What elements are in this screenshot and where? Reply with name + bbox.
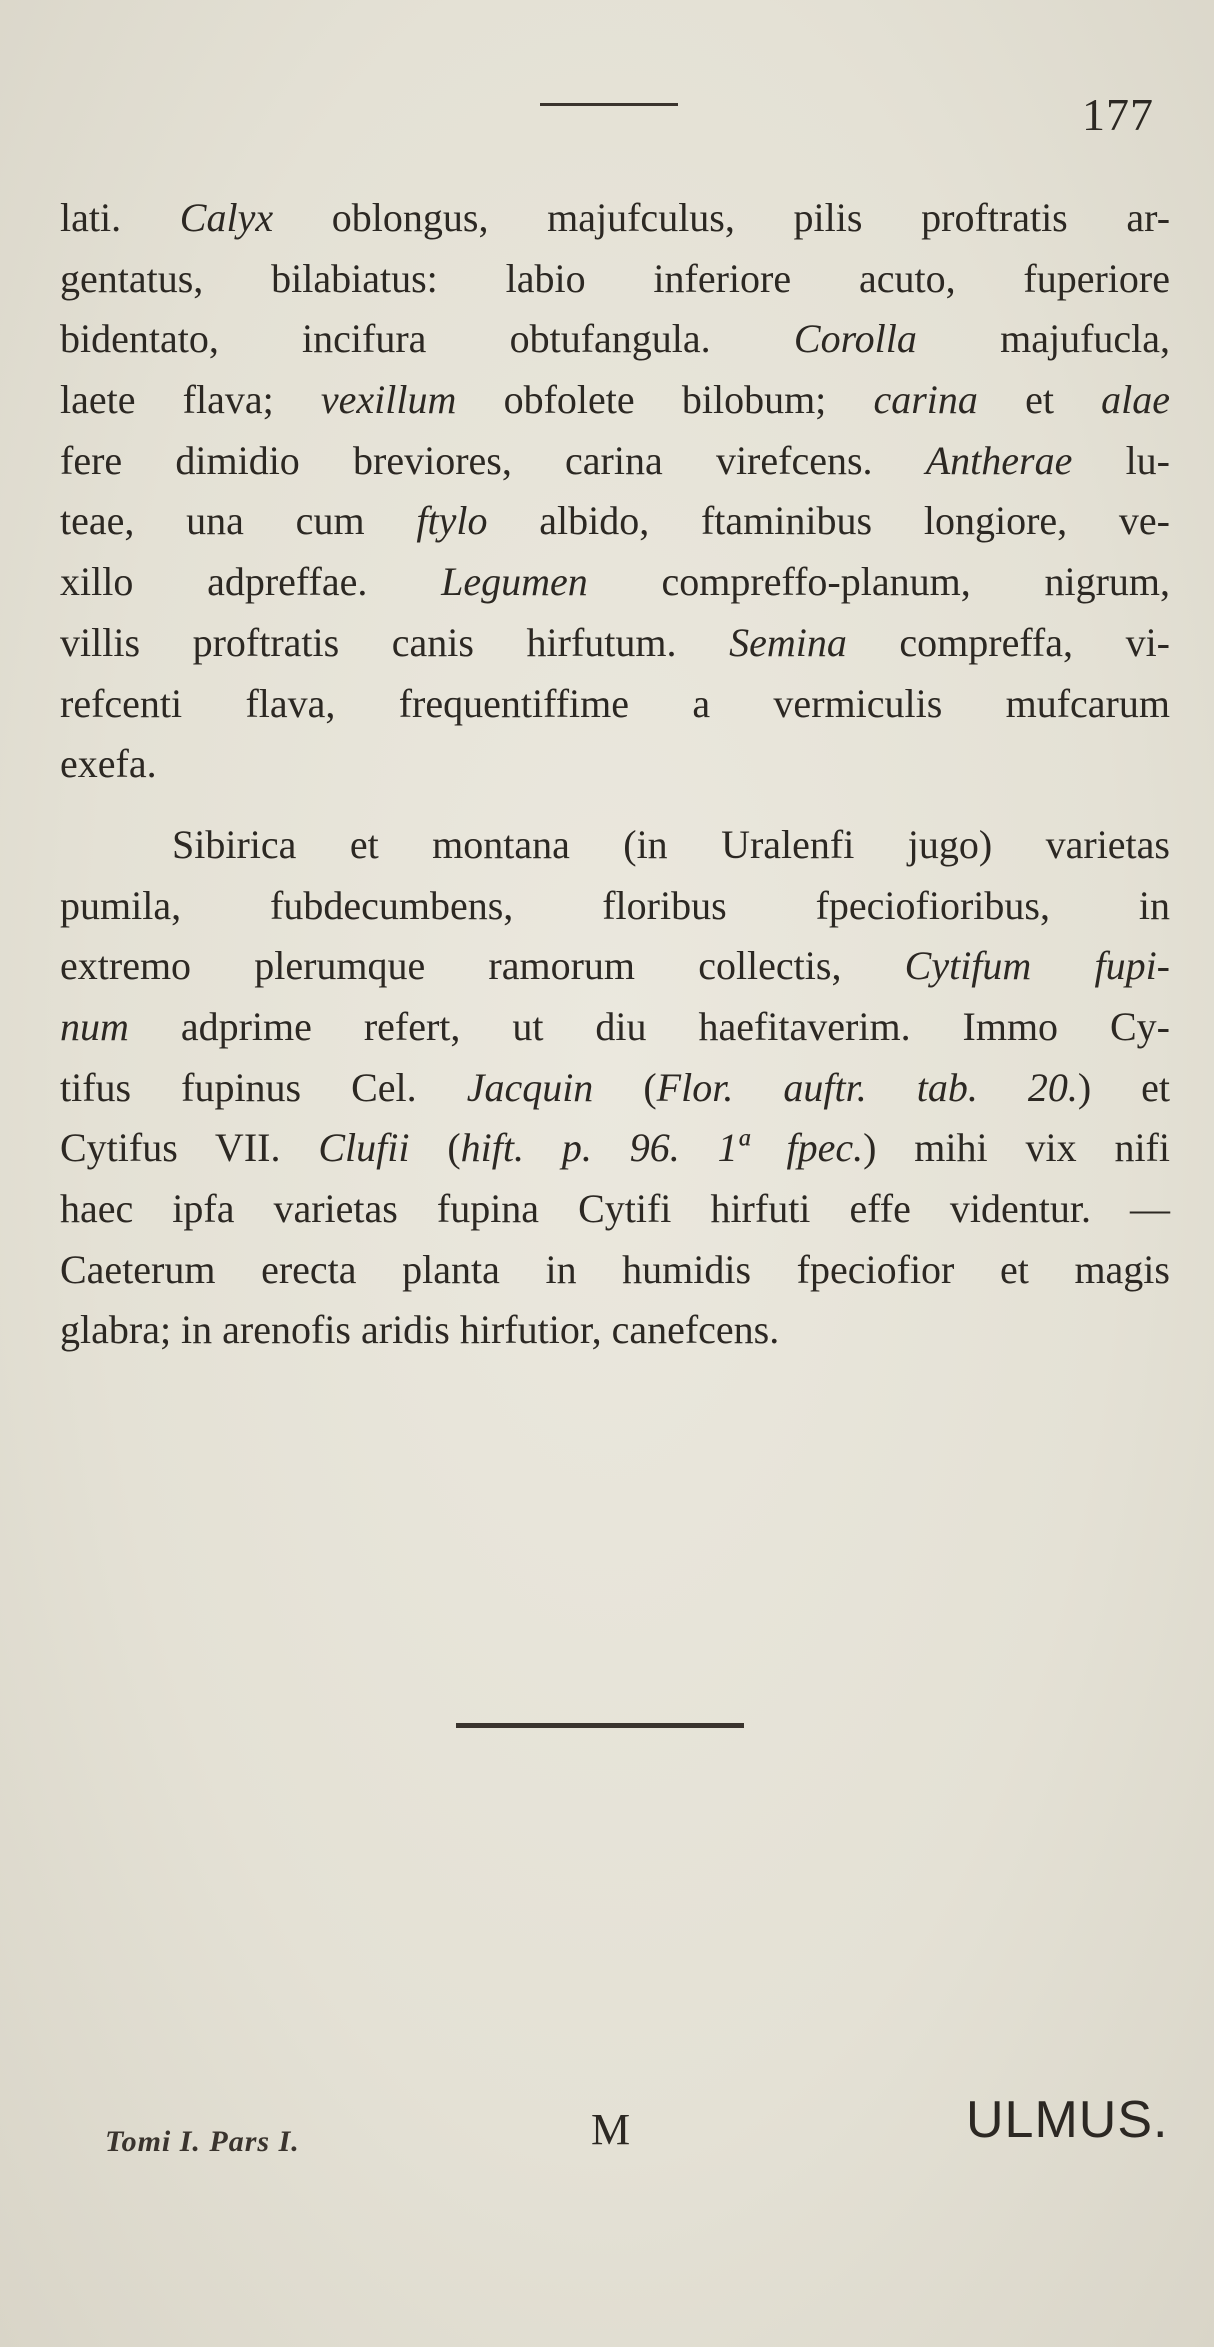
text-line: haec ipfa varietas fupina Cytifi hirfuti effe videntur. — [60,1186,1170,1231]
text-line: gentatus, bilabiatus: labio inferiore acuto, fuperiore [60,255,1170,301]
header-rule [540,103,678,106]
page-number: 177 [1082,89,1154,140]
text-line: refcenti flava, frequentiffime a vermiculis mufcarum [60,680,1170,726]
text-line: pumila, fubdecumbens, floribus fpeciofioribus, in [60,882,1170,928]
text-line: Cytifus VII. Clufii (hift. p. 96. 1ª fpec.) mihi vix nifi [60,1125,1170,1171]
text-line: glabra; in arenofis aridis hirfutior, canefcens. [60,1307,780,1353]
paragraph-2 [60,815,1170,1361]
text-line: tifus fupinus Cel. Jacquin (Flor. auftr. tab. 20.) et [60,1064,1171,1110]
text-line: teae, una cum ftylo albido, ftaminibus longiore, ve- [60,498,1171,544]
body-text [60,188,1170,1361]
text-line: bidentato, incifura obtufangula. Corolla majufucla, [60,316,1171,362]
text-line: villis proftratis canis hirfutum. Semina compreffa, vi- [60,619,1170,665]
text-line: Caeterum erecta planta in humidis fpeciofior et magis [60,1246,1170,1292]
text-line: num adprime refert, ut diu haefitaverim. Immo Cy- [60,1003,1171,1049]
text-line: extremo plerumque ramorum collectis, Cytifum fupi- [60,943,1171,989]
signature-letter: M [591,2105,631,2154]
catchword: ULMUS. [966,2091,1169,2149]
paragraph-1 [60,188,1170,795]
text-line: exefa. [60,741,157,787]
signature-mark: Tomi I. Pars I. [105,2125,300,2158]
footer-rule [456,1723,744,1728]
text-line: lati. Calyx oblongus, majufculus, pilis proftratis ar- [60,195,1171,240]
text-line: fere dimidio breviores, carina virefcens. Antherae lu- [60,437,1170,483]
text-line: Sibirica et montana (in Uralenfi jugo) varietas [172,821,1170,867]
text-line: laete flava; vexillum obfolete bilobum; carina et alae [60,377,1171,423]
text-line: xillo adpreffae. Legumen compreffo-planum, nigrum, [60,559,1170,605]
